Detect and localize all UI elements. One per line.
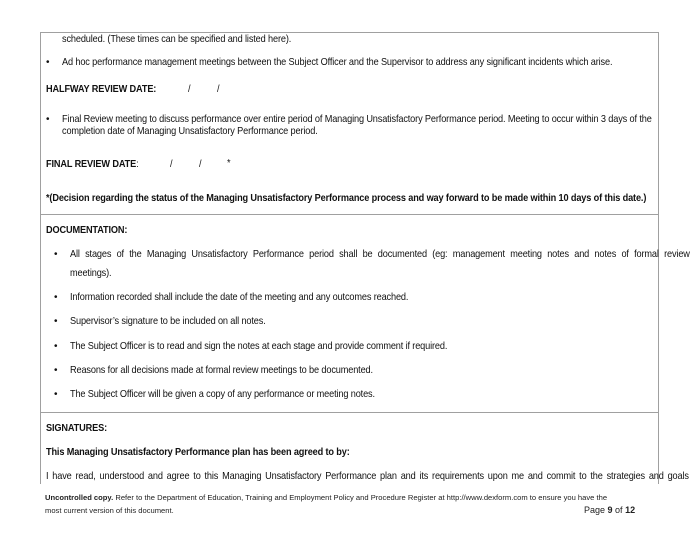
bullet-icon: • xyxy=(54,249,58,260)
page-of: of xyxy=(612,505,626,515)
footer-uncontrolled-copy: Uncontrolled copy. xyxy=(45,493,114,502)
bullet-icon: • xyxy=(54,389,58,400)
bullet-icon: • xyxy=(54,316,58,327)
signatures-heading: SIGNATURES: xyxy=(46,423,108,434)
final-date-slash-2: / xyxy=(199,159,202,170)
page-total: 12 xyxy=(625,505,636,515)
documentation-item-4: The Subject Officer is to read and sign the notes at each stage and provide comment if required. xyxy=(70,341,448,352)
final-review-label xyxy=(46,159,139,171)
documentation-item-6: The Subject Officer will be given a copy of any performance or meeting notes. xyxy=(70,389,375,400)
final-date-slash-1: / xyxy=(170,159,173,170)
halfway-review-label: HALFWAY REVIEW DATE: xyxy=(46,84,157,95)
halfway-date-slash-2: / xyxy=(217,84,220,95)
final-review-label-text: FINAL REVIEW DATE xyxy=(46,159,137,170)
bullet-icon: • xyxy=(54,365,58,376)
halfway-date-slash-1: / xyxy=(188,84,191,95)
page-prefix: Page xyxy=(584,505,608,515)
section-divider xyxy=(41,214,658,215)
footer-area xyxy=(0,484,700,540)
final-review-item-line1: Final Review meeting to discuss performance over entire period of Managing Unsatisfactory Performance period. Meeting to occur within 3 days of the xyxy=(62,114,652,125)
footer-line2: most current version of this document. xyxy=(45,506,174,515)
documentation-item-1-line2: meetings). xyxy=(70,268,112,279)
final-review-colon: : xyxy=(136,159,139,170)
page-number xyxy=(584,505,635,516)
signatures-statement: I have read, understood and agree to this Managing Unsatisfactory Performance plan and its requirements upon me and commit to the strategies and goals xyxy=(46,471,689,482)
adhoc-meetings-item: Ad hoc performance management meetings between the Subject Officer and the Supervisor to address any significant incidents which arise. xyxy=(62,57,613,68)
document-table xyxy=(40,32,690,540)
documentation-item-2: Information recorded shall include the date of the meeting and any outcomes reached. xyxy=(70,292,409,303)
final-date-asterisk: * xyxy=(227,158,231,169)
documentation-item-3: Supervisor’s signature to be included on all notes. xyxy=(70,316,266,327)
footer-line1 xyxy=(45,492,607,503)
signatures-subheading: This Managing Unsatisfactory Performance plan has been agreed to by: xyxy=(46,447,350,458)
decision-note: *(Decision regarding the status of the Managing Unsatisfactory Performance process and way forward to be made within 10 days of this date.) xyxy=(46,193,647,204)
documentation-heading: DOCUMENTATION: xyxy=(46,225,128,236)
bullet-icon: • xyxy=(46,57,50,68)
documentation-item-1-line1: All stages of the Managing Unsatisfactory Performance period shall be documented (eg: management meeting notes and notes of formal review xyxy=(70,249,690,260)
bullet-icon: • xyxy=(46,114,50,125)
final-review-item-line2: completion date of Managing Unsatisfactory Performance period. xyxy=(62,126,318,137)
schedule-continued-text: scheduled. (These times can be specified and listed here). xyxy=(62,34,292,45)
section-divider xyxy=(41,412,658,413)
page-current: 9 xyxy=(607,505,613,515)
footer-refer-text: Refer to the Department of Education, Training and Employment Policy and Procedure Register at http://www.dexform.com to ensure you have the xyxy=(113,493,608,502)
bullet-icon: • xyxy=(54,341,58,352)
documentation-item-5: Reasons for all decisions made at formal review meetings to be documented. xyxy=(70,365,373,376)
bullet-icon: • xyxy=(54,292,58,303)
